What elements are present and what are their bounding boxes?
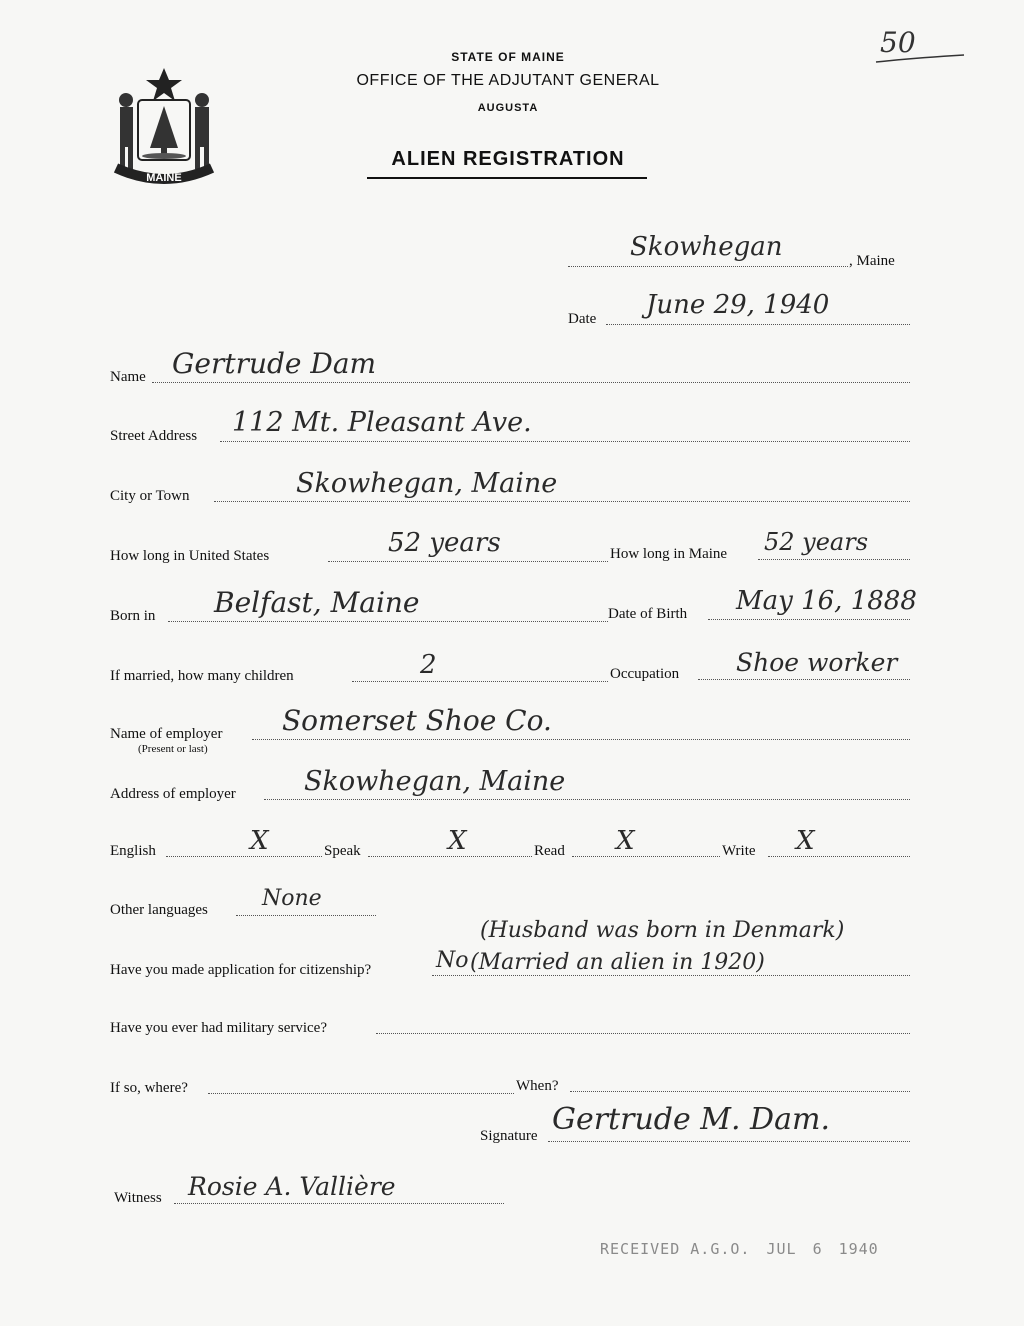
- employer-address-label: Address of employer: [110, 786, 236, 802]
- witness-label: Witness: [114, 1190, 162, 1206]
- us-years-value: 52 years: [388, 528, 501, 558]
- received-stamp: [600, 1240, 895, 1258]
- street-value: 112 Mt. Pleasant Ave.: [232, 407, 532, 438]
- stamp-day: 6: [812, 1240, 823, 1258]
- header-city: AUGUSTA: [477, 102, 539, 114]
- corner-underline: [874, 24, 970, 76]
- us-years-line: [328, 561, 608, 562]
- street-line: [220, 441, 910, 442]
- corner-number: 50: [880, 26, 916, 59]
- citizenship-value: No: [436, 948, 469, 973]
- write-value: X: [796, 826, 815, 856]
- place-line: [568, 266, 848, 267]
- write-line: [768, 856, 910, 857]
- dob-label: Date of Birth: [608, 606, 688, 622]
- dob-line: [708, 619, 910, 620]
- born-line: [168, 621, 608, 622]
- employer-sublabel: (Present or last): [138, 743, 208, 755]
- citizenship-note-line2: (Married an alien in 1920): [470, 950, 765, 975]
- name-value: Gertrude Dam: [172, 347, 377, 380]
- read-value: X: [616, 826, 635, 856]
- street-label: Street Address: [110, 428, 198, 444]
- name-line: [152, 382, 910, 383]
- stamp-month: JUL: [766, 1240, 797, 1258]
- born-label: Born in: [110, 608, 156, 624]
- header-office: OFFICE OF THE ADJUTANT GENERAL: [356, 72, 660, 89]
- other-languages-label: Other languages: [110, 902, 208, 918]
- children-value: 2: [420, 650, 437, 680]
- english-value: X: [250, 826, 269, 856]
- citizenship-line: [432, 975, 910, 976]
- date-value: June 29, 1940: [646, 290, 830, 320]
- witness-line: [174, 1203, 504, 1204]
- employer-label: Name of employer: [110, 726, 223, 742]
- english-line: [166, 856, 322, 857]
- place-suffix: , Maine: [849, 253, 895, 269]
- employer-line: [252, 739, 910, 740]
- maine-years-label: How long in Maine: [610, 546, 728, 562]
- maine-years-value: 52 years: [764, 528, 869, 556]
- employer-value: Somerset Shoe Co.: [282, 704, 552, 737]
- city-label: City or Town: [110, 488, 190, 504]
- employer-address-value: Skowhegan, Maine: [304, 766, 566, 797]
- write-label: Write: [722, 843, 756, 859]
- speak-label: Speak: [324, 843, 361, 859]
- seal-ribbon-text: MAINE: [146, 172, 182, 184]
- read-label: Read: [534, 843, 565, 859]
- dob-value: May 16, 1888: [736, 586, 917, 616]
- children-label: If married, how many children: [110, 668, 294, 684]
- name-label: Name: [110, 369, 146, 385]
- signature-line: [548, 1141, 910, 1142]
- military-label: Have you ever had military service?: [110, 1020, 327, 1036]
- us-years-label: How long in United States: [110, 548, 270, 564]
- header-state: STATE OF MAINE: [451, 50, 565, 64]
- signature-value: Gertrude M. Dam.: [552, 1102, 830, 1137]
- other-languages-value: None: [262, 886, 322, 911]
- children-line: [352, 681, 608, 682]
- maine-years-line: [758, 559, 910, 560]
- signature-label: Signature: [480, 1128, 538, 1144]
- other-languages-line: [236, 915, 376, 916]
- witness-value: Rosie A. Vallière: [188, 1172, 396, 1201]
- city-line: [214, 501, 910, 502]
- where-label: If so, where?: [110, 1080, 188, 1096]
- employer-address-line: [264, 799, 910, 800]
- occupation-value: Shoe worker: [736, 648, 898, 677]
- when-label: When?: [516, 1078, 559, 1094]
- born-value: Belfast, Maine: [214, 586, 420, 619]
- city-value: Skowhegan, Maine: [296, 468, 558, 499]
- stamp-received: RECEIVED A.G.O.: [600, 1240, 751, 1258]
- speak-value: X: [448, 826, 467, 856]
- when-line: [570, 1091, 910, 1092]
- occupation-label: Occupation: [610, 666, 680, 682]
- where-line: [208, 1093, 514, 1094]
- english-label: English: [110, 843, 156, 859]
- citizenship-note-line1: (Husband was born in Denmark): [480, 918, 845, 943]
- read-line: [572, 856, 720, 857]
- date-label: Date: [568, 311, 597, 327]
- form-title: ALIEN REGISTRATION: [391, 148, 625, 170]
- military-line: [376, 1033, 910, 1034]
- occupation-line: [698, 679, 910, 680]
- citizenship-label: Have you made application for citizenship?: [110, 962, 372, 978]
- title-rule: [367, 177, 647, 179]
- date-line: [606, 324, 910, 325]
- place-value: Skowhegan: [630, 232, 783, 262]
- stamp-year: 1940: [838, 1240, 879, 1258]
- speak-line: [368, 856, 532, 857]
